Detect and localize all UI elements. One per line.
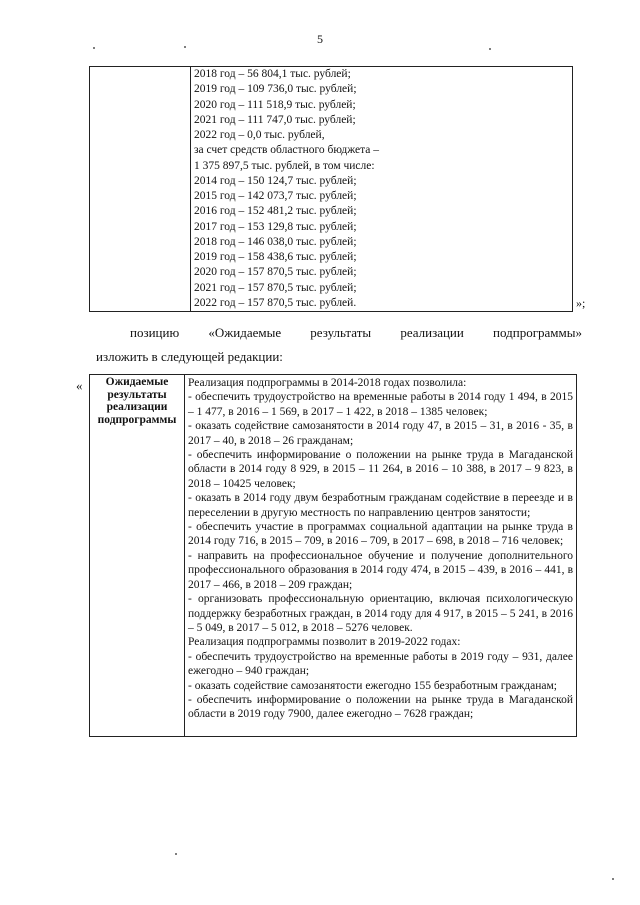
- results-table-text-cell: [185, 375, 577, 737]
- results-table-text: [185, 375, 576, 736]
- funding-line: 2019 год – 158 438,6 тыс. рублей;: [194, 251, 357, 263]
- opening-quote: «: [76, 378, 83, 393]
- results-table: [89, 374, 577, 737]
- funding-line: 2019 год – 109 736,0 тыс. рублей;: [194, 83, 357, 96]
- funding-line: 2022 год – 0,0 тыс. рублей,: [194, 129, 325, 141]
- results-line: - обеспечить информирование о положении на рынке труда в Магаданской области в 2014 году 8 929, в 2015 – 11 264, в 2016 – 10 388, в 2017 – 9 823, в 2018 – 10425 человек;: [188, 449, 573, 490]
- scan-dot: [184, 46, 186, 48]
- results-line: - обеспечить трудоустройство на временные работы в 2014 году 1 494, в 2015 – 1 477, в 2016 – 1 569, в 2017 – 1 422, в 2018 – 1385 человек;: [188, 391, 573, 418]
- results-line: - оказать содействие самозанятости ежегодно 155 безработным гражданам;: [188, 679, 557, 692]
- funding-table: [89, 66, 573, 312]
- results-line: - обеспечить информирование о положении на рынке труда в Магаданской области в 2019 году 7900, далее ежегодно – 7628 граждан;: [188, 693, 573, 721]
- results-line: - оказать в 2014 году двум безработным гражданам содействие в переезде и в переселении в другую местность по направлению центров занятости;: [188, 492, 573, 519]
- results-table-heading: Ожидаемые результаты реализации подпрограммы: [90, 375, 185, 737]
- funding-line: 2016 год – 152 481,2 тыс. рублей;: [194, 205, 357, 218]
- funding-line: 2015 год – 142 073,7 тыс. рублей;: [194, 190, 357, 202]
- funding-line: 2018 год – 146 038,0 тыс. рублей;: [194, 235, 357, 248]
- funding-line: 2021 год – 157 870,5 тыс. рублей;: [194, 281, 357, 294]
- funding-line: 2022 год – 157 870,5 тыс. рублей.: [194, 296, 357, 309]
- scan-dot: [175, 853, 177, 855]
- closing-quote: »;: [576, 296, 586, 310]
- page-number: 5: [317, 32, 323, 46]
- scan-dot: [612, 878, 614, 880]
- results-line: - обеспечить участие в программах социальной адаптации на рынке труда в 2014 году 716, в 2015 – 709, в 2016 – 709, в 2017 – 698, в 2018 – 716 человек;: [188, 521, 573, 548]
- funding-table-label-cell: [90, 67, 191, 312]
- results-line: Реализация подпрограммы в 2014-2018 годах позволила:: [188, 377, 467, 389]
- scan-dot: [93, 47, 95, 49]
- funding-line: 2018 год – 56 804,1 тыс. рублей;: [194, 68, 351, 80]
- funding-line: 2021 год – 111 747,0 тыс. рублей;: [194, 113, 356, 126]
- funding-line: 1 375 897,5 тыс. рублей, в том числе:: [194, 159, 375, 172]
- scan-dot: [489, 48, 491, 50]
- funding-line: за счет средств областного бюджета –: [194, 144, 380, 157]
- funding-line: 2020 год – 111 518,9 тыс. рублей;: [194, 98, 356, 111]
- results-line: - организовать профессиональную ориентацию, включая психологическую поддержку безработных граждан, в 2014 году для 4 917, в 2015 – 5 241, в 2016 – 5 049, в 2017 – 5 012, в 2018 – 5276 человек.: [188, 593, 573, 634]
- results-line: - направить на профессиональное обучение и получение дополнительного профессионального образования в 2014 году 474, в 2015 – 439, в 2016 – 441, в 2017 – 466, в 2018 – 209 граждан;: [188, 549, 573, 591]
- amendment-paragraph-line-2: изложить в следующей редакции:: [96, 349, 283, 364]
- funding-line: 2014 год – 150 124,7 тыс. рублей;: [194, 174, 357, 187]
- funding-line: 2017 год – 153 129,8 тыс. рублей;: [194, 220, 357, 233]
- amendment-paragraph-line-1: позицию «Ожидаемые результаты реализации подпрограммы»: [130, 325, 582, 340]
- results-line: - обеспечить трудоустройство на временные работы в 2019 году – 931, далее ежегодно – 940 граждан;: [188, 650, 573, 678]
- funding-line: 2020 год – 157 870,5 тыс. рублей;: [194, 266, 357, 279]
- results-line: Реализация подпрограммы позволит в 2019-2022 годах:: [188, 636, 461, 649]
- funding-table-value-cell: [191, 67, 573, 312]
- results-line: - оказать содействие самозанятости в 2014 году 47, в 2015 – 31, в 2016 - 35, в 2017 – 40, в 2018 – 26 гражданам;: [188, 420, 573, 447]
